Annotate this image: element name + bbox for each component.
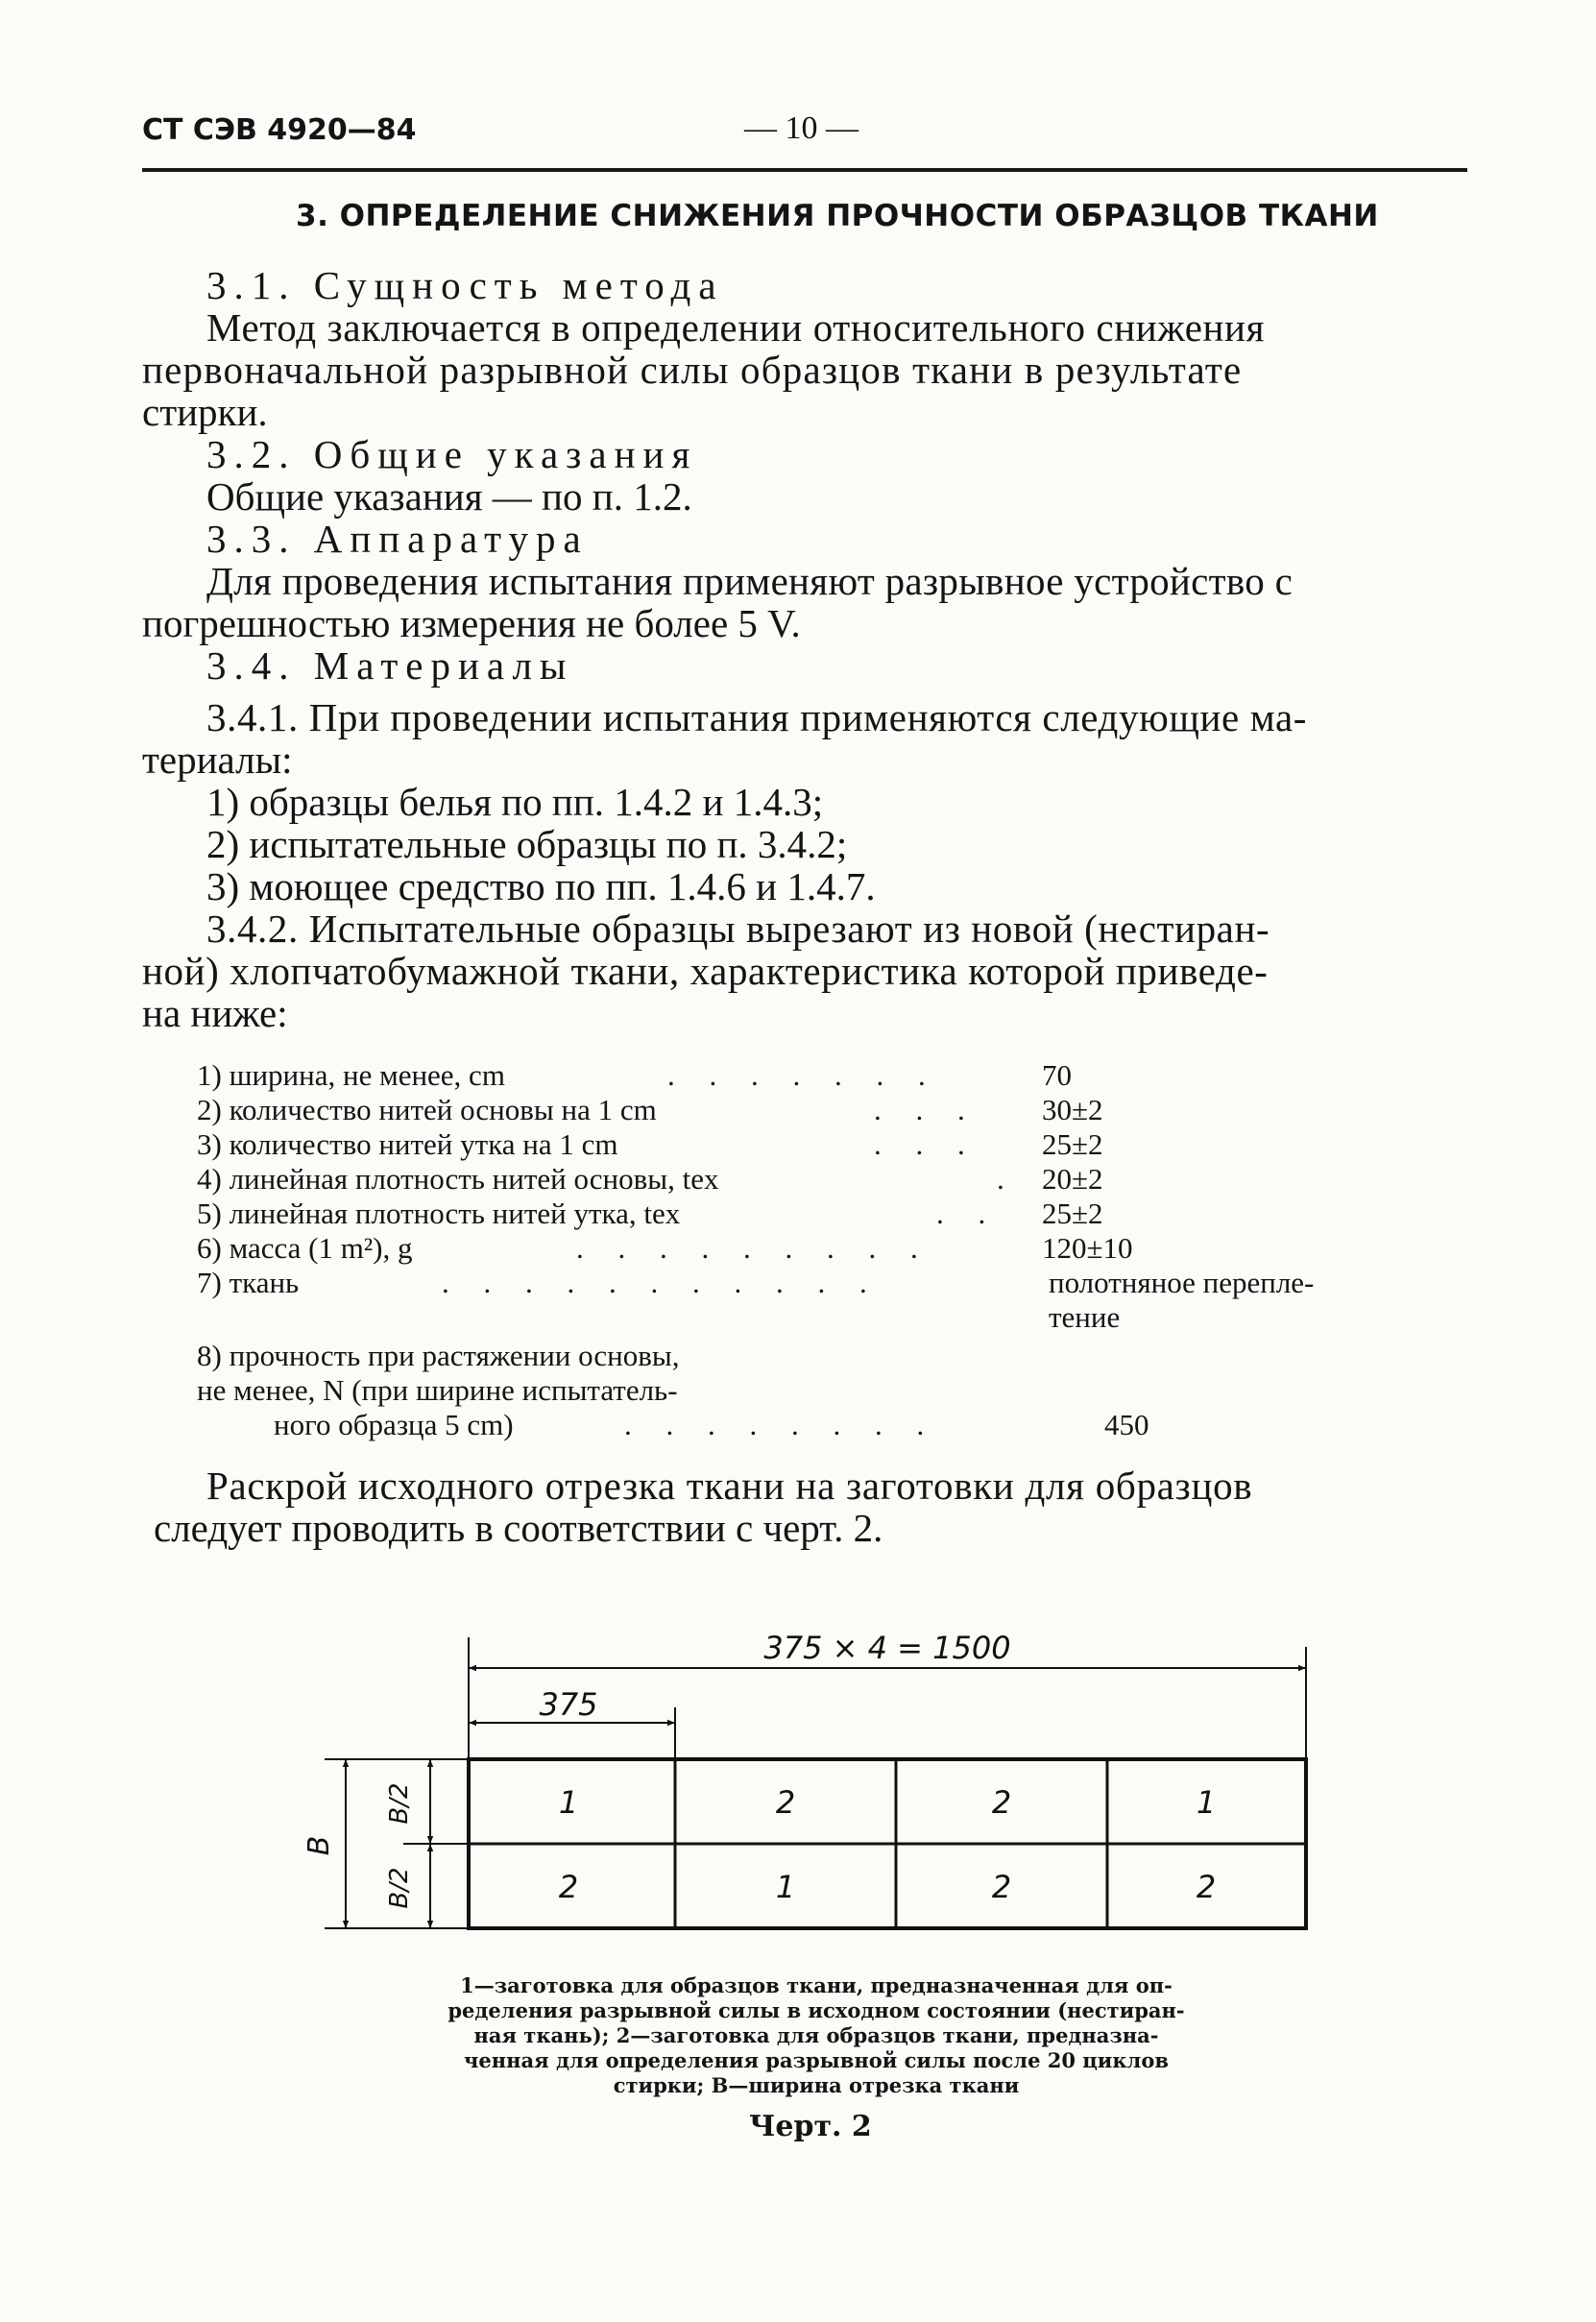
leader-dots: . . . . . . . . [624, 1408, 938, 1441]
leader-dots: . . . . . . . . . [576, 1231, 931, 1265]
paragraph-line: Для проведения испытания применяют разрывное устройство с [206, 559, 1294, 603]
paragraph-line: 3.4.1. При проведении испытания применяются следующие ма- [206, 695, 1308, 739]
spec-item: 3) количество нитей утка на 1 cm [197, 1127, 618, 1161]
leader-dots: . [997, 1162, 1018, 1196]
spec-value: 70 [1042, 1058, 1072, 1092]
list-item: 2) испытательные образцы по п. 3.4.2; [206, 822, 848, 866]
figure-label: Черт. 2 [749, 2110, 872, 2143]
piece-dimension-label: 375 [539, 1686, 598, 1723]
spec-value: 25±2 [1042, 1127, 1103, 1161]
spec-value: 30±2 [1042, 1093, 1103, 1126]
caption-line: ная ткань); 2—заготовка для образцов ткани, предназна- [473, 2023, 1159, 2047]
spec-item: 7) ткань [197, 1266, 300, 1299]
leader-dots: . . . . . . . [667, 1058, 939, 1092]
spec-value: 120±10 [1042, 1231, 1133, 1265]
paragraph-line: погрешностью измерения не более 5 V. [142, 601, 801, 645]
subsection-heading-3-3: 3.3. Аппаратура [206, 517, 589, 561]
spec-value: 25±2 [1042, 1197, 1103, 1230]
paragraph-line: 3.4.2. Испытательные образцы вырезают из новой (нестиран- [206, 907, 1270, 951]
piece-number: 2 [991, 1869, 1012, 1905]
piece-number: 1 [558, 1784, 579, 1821]
list-item: 3) моющее средство по пп. 1.4.6 и 1.4.7. [206, 864, 876, 908]
spec-item: 2) количество нитей основы на 1 cm [197, 1093, 657, 1126]
leader-dots: . . . . . . . . . . . [442, 1266, 881, 1299]
standard-number: СТ СЭВ 4920—84 [142, 113, 417, 147]
caption-line: ченная для определения разрывной силы после 20 циклов [464, 2048, 1169, 2072]
caption-line: 1—заготовка для образцов ткани, предназначенная для оп- [460, 1973, 1173, 1997]
spec-item: 4) линейная плотность нитей основы, tex [197, 1162, 719, 1196]
spec-value: 20±2 [1042, 1162, 1103, 1196]
spec-value: полотняное перепле- [1049, 1266, 1315, 1299]
paragraph-line: стирки. [142, 390, 268, 434]
paragraph-line: Общие указания — по п. 1.2. [206, 474, 692, 519]
paragraph-line: ной) хлопчатобумажной ткани, характеристика которой приведе- [142, 949, 1269, 993]
paragraph-line: Раскрой исходного отрезка ткани на заготовки для образцов [206, 1463, 1253, 1508]
paragraph-line: териалы: [142, 738, 293, 782]
paragraph-line: следует проводить в соответствии с черт. 2. [154, 1506, 883, 1550]
half-width-label: B/2 [385, 1867, 414, 1909]
piece-number: 1 [775, 1869, 796, 1905]
list-item: 1) образцы белья по пп. 1.4.2 и 1.4.3; [206, 780, 824, 824]
leader-dots: . . [936, 1197, 1000, 1230]
piece-number: 2 [1196, 1869, 1217, 1905]
paragraph-line: Метод заключается в определении относительного снижения [206, 305, 1266, 350]
subsection-heading-3-2: 3.2. Общие указания [206, 432, 698, 476]
piece-number: 1 [1196, 1784, 1217, 1821]
spec-item: 1) ширина, не менее, cm [197, 1058, 505, 1092]
spec-item: 8) прочность при растяжении основы, [197, 1339, 680, 1372]
spec-item: не менее, N (при ширине испытатель- [197, 1373, 678, 1407]
caption-line: ределения разрывной силы в исходном состоянии (нестиран- [447, 1998, 1185, 2022]
spec-item: ного образца 5 cm) [274, 1408, 514, 1441]
spec-item: 5) линейная плотность нитей утка, tex [197, 1197, 681, 1230]
spec-item: 6) масса (1 m²), g [197, 1231, 413, 1265]
piece-number: 2 [775, 1784, 796, 1821]
page-number: — 10 — [744, 110, 858, 146]
subsection-heading-3-1: 3.1. Сущность метода [206, 263, 724, 307]
subsection-heading-3-4: 3.4. Материалы [206, 643, 574, 688]
leader-dots: . . . [874, 1093, 979, 1126]
caption-line: стирки; B—ширина отрезка ткани [613, 2073, 1020, 2097]
paragraph-line: первоначальной разрывной силы образцов ткани в результате [142, 348, 1243, 392]
width-label: B [302, 1835, 336, 1856]
paragraph-line: на ниже: [142, 991, 288, 1035]
half-width-label: B/2 [385, 1782, 414, 1825]
total-dimension-label: 375 × 4 = 1500 [763, 1630, 1011, 1666]
piece-number: 2 [558, 1869, 579, 1905]
section-title: 3. ОПРЕДЕЛЕНИЕ СНИЖЕНИЯ ПРОЧНОСТИ ОБРАЗЦОВ ТКАНИ [296, 199, 1379, 233]
spec-value: 450 [1104, 1408, 1149, 1441]
piece-number: 2 [991, 1784, 1012, 1821]
figure-caption [355, 1973, 1277, 2098]
leader-dots: . . . [874, 1127, 979, 1161]
spec-value: тение [1049, 1300, 1121, 1334]
